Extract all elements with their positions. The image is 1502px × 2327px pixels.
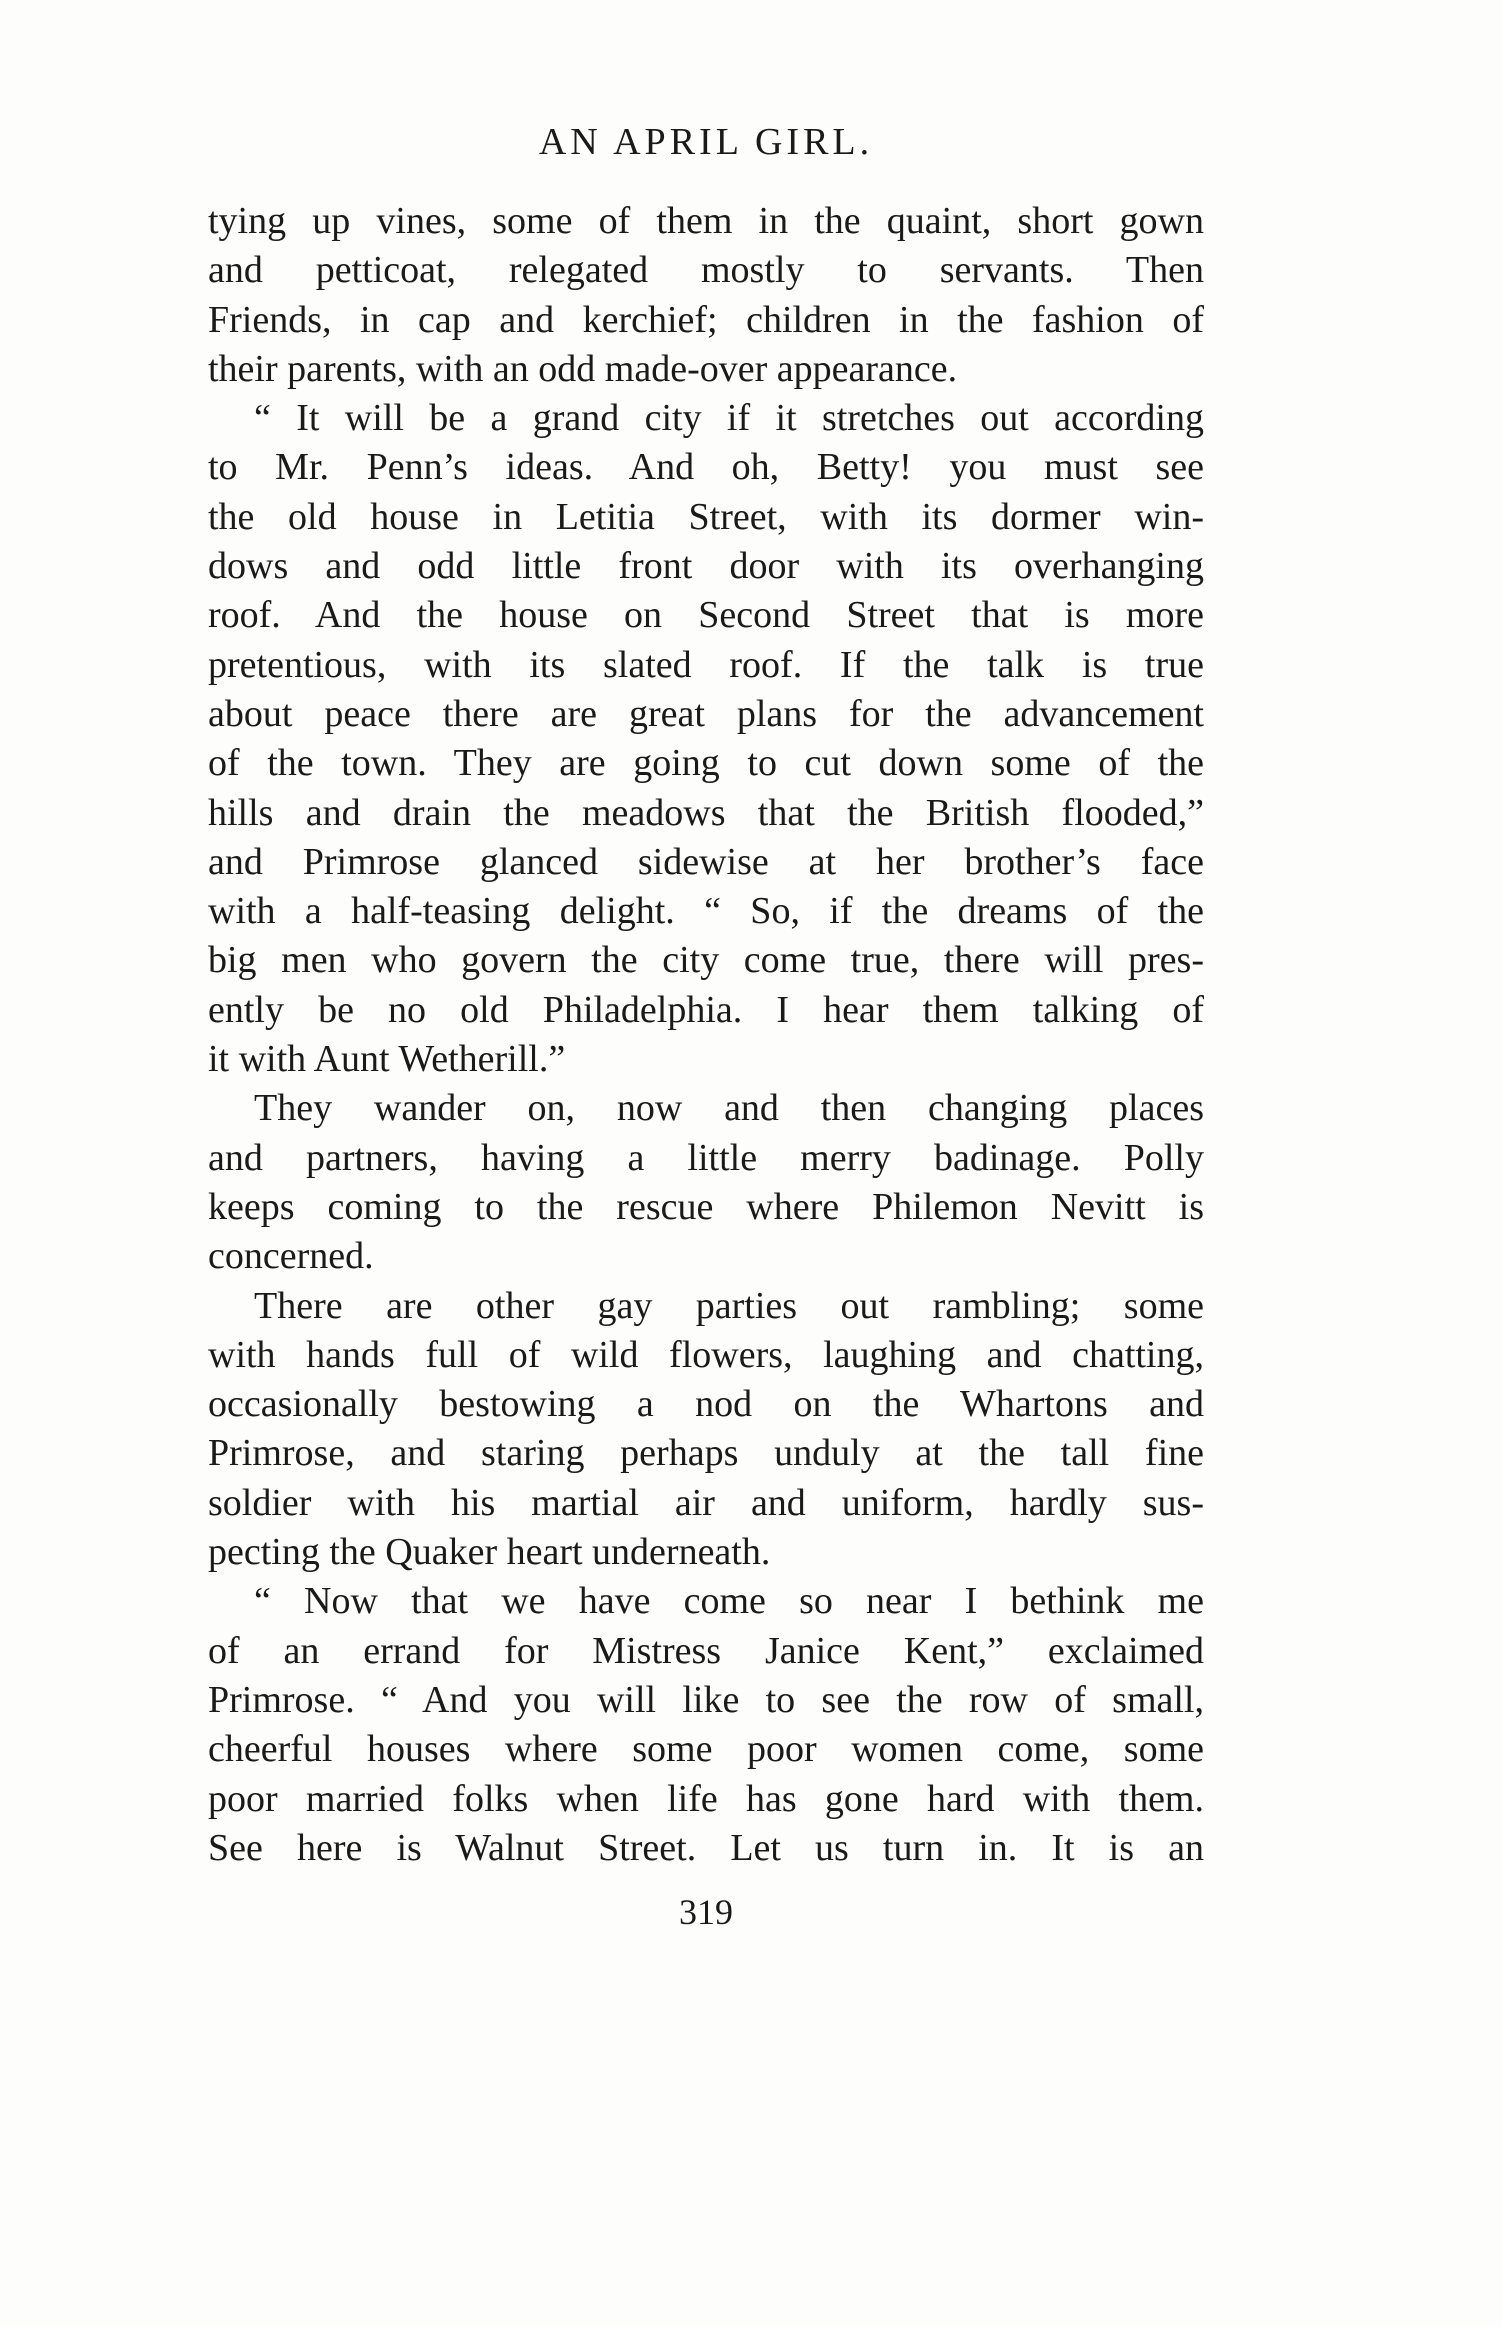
text-line: big men who govern the city come true, there will pres- [208,939,1204,982]
text-line: with hands full of wild flowers, laughing and chatting, [208,1333,1204,1376]
text-line: occasionally bestowing a nod on the Whartons and [208,1383,1204,1426]
text-line: of an errand for Mistress Janice Kent,” exclaimed [208,1629,1204,1672]
text-line: “ Now that we have come so near I bethink me [254,1580,1204,1623]
text-line: hills and drain the meadows that the British flooded,” [208,791,1204,834]
text-line: of the town. They are going to cut down some of the [208,742,1204,785]
text-line: “ It will be a grand city if it stretches out according [254,397,1204,440]
text-line: roof. And the house on Second Street that is more [208,594,1204,637]
text-line: concerned. [208,1235,374,1278]
text-line: Friends, in cap and kerchief; children in the fashion of [208,298,1204,341]
running-title: AN APRIL GIRL. [538,121,874,163]
text-line: and partners, having a little merry badinage. Polly [208,1136,1204,1179]
text-line: ently be no old Philadelphia. I hear them talking of [208,988,1204,1031]
text-line: about peace there are great plans for the advancement [208,692,1204,735]
text-line: poor married folks when life has gone hard with them. [208,1777,1204,1820]
text-line: their parents, with an odd made-over appearance. [208,347,958,390]
text-line: keeps coming to the rescue where Philemon Nevitt is [208,1185,1204,1228]
text-line: Primrose, and staring perhaps unduly at the tall fine [208,1432,1204,1475]
text-line: and petticoat, relegated mostly to servants. Then [208,249,1204,292]
text-line: it with Aunt Wetherill.” [208,1038,566,1081]
text-line: the old house in Letitia Street, with its dormer win- [208,495,1204,538]
text-line: soldier with his martial air and uniform, hardly sus- [208,1481,1204,1524]
text-line: See here is Walnut Street. Let us turn in. It is an [208,1826,1204,1869]
text-line: pretentious, with its slated roof. If the talk is true [208,643,1204,686]
text-line: There are other gay parties out rambling; some [254,1284,1204,1327]
text-line: tying up vines, some of them in the quaint, short gown [208,200,1204,242]
text-line: to Mr. Penn’s ideas. And oh, Betty! you must see [208,446,1204,489]
text-line: Primrose. “ And you will like to see the row of small, [208,1678,1204,1721]
page-number: 319 [679,1892,733,1932]
text-line: and Primrose glanced sidewise at her brother’s face [208,840,1204,883]
body-text [208,197,1204,1873]
text-line: cheerful houses where some poor women come, some [208,1728,1204,1771]
text-line: pecting the Quaker heart underneath. [208,1531,771,1574]
text-line: They wander on, now and then changing places [254,1087,1204,1130]
text-line: dows and odd little front door with its overhanging [208,545,1204,588]
text-line: with a half-teasing delight. “ So, if the dreams of the [208,890,1204,933]
